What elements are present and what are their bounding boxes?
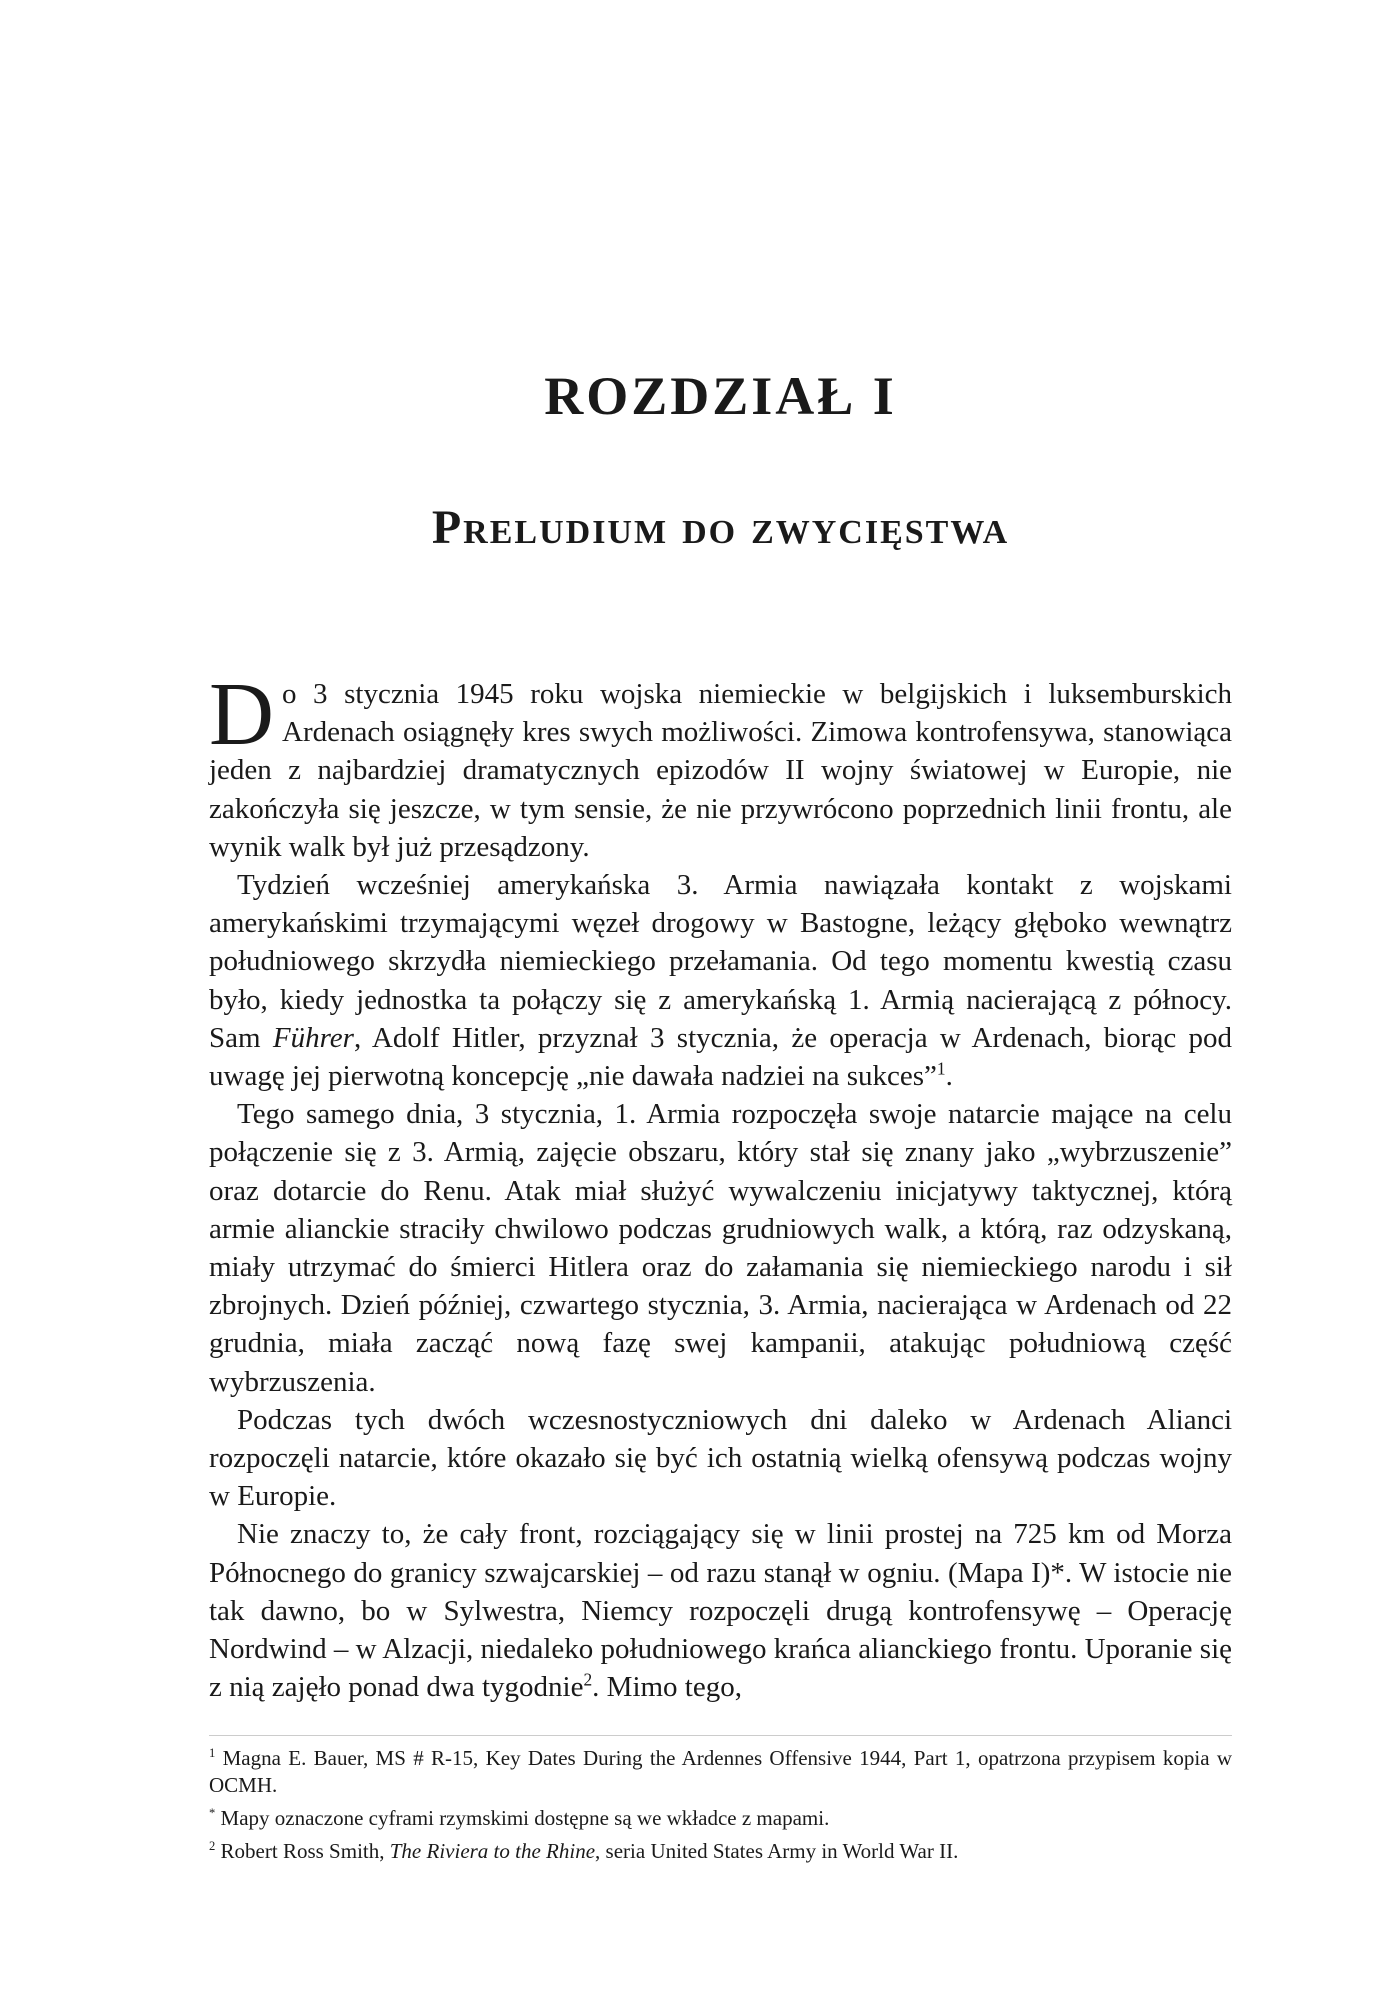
paragraph-2-text-middle: , Adolf Hitler, przyznał 3 stycznia, że operacja w Ardenach, biorąc pod uwagę jej pierwotną koncepcję „nie dawała nadziei na sukces” <box>209 1021 1233 1093</box>
paragraph-4: Podczas tych dwóch wczesnostyczniowych dni daleko w Ardenach Alianci rozpoczęli natarcie, które okazało się być ich ostatnią wielką ofensywą podczas wojny w Europie. <box>209 1403 1232 1513</box>
footnote-star-text: Mapy oznaczone cyframi rzymskimi dostępne są we wkładce z mapami. <box>220 1806 830 1830</box>
paragraph-2-italic: Führer <box>272 1021 354 1054</box>
paragraph-1-text: o 3 stycznia 1945 roku wojska niemieckie w belgijskich i luksemburskich Ardenach osiągnęły kres swych możliwości. Zimowa kontrofensywa, stanowiąca jeden z najbardziej dramatycznych epizodów II wojny światowej w Europie, nie zakończyła się jeszcze, w tym sensie, że nie przywrócono poprzednich linii frontu, ale wynik walk był już przesądzony. <box>209 678 1232 863</box>
body-text <box>209 665 1233 1706</box>
paragraph-5-text-start: Nie znaczy to, że cały front, rozciągający się w linii prostej na 725 km od Morza Północnego do granicy szwajcarskiej – od razu stanął w ogniu. (Mapa I)*. W istocie nie tak dawno, bo w Sylwestra, Niemcy rozpoczęli drugą kontrofensywę – Operację Nordwind – w Alzacji, niedaleko południowego krańca alianckiego frontu. Uporanie się z nią zajęło ponad dwa tygodnie <box>209 1518 1232 1704</box>
paragraph-5-text-end: . Mimo tego, <box>592 1671 742 1704</box>
footnote-1-mark: 1 <box>209 1746 216 1760</box>
footnote-ref-1[interactable]: 1 <box>936 1058 946 1079</box>
footnotes <box>209 1745 1232 1871</box>
footnote-2-italic: The Riviera to the Rhine <box>389 1839 596 1863</box>
footnote-ref-2[interactable]: 2 <box>583 1669 593 1690</box>
footnote-2-text-end: , seria United States Army in World War II. <box>595 1839 959 1863</box>
paragraph-1 <box>209 665 1232 866</box>
footnote-star <box>209 1805 1232 1832</box>
footnote-star-mark: * <box>209 1806 216 1820</box>
drop-cap: D <box>209 665 274 764</box>
paragraph-2 <box>209 866 1232 1095</box>
chapter-title: Preludium do zwycięstwa <box>431 501 1010 554</box>
footnote-2-mark: 2 <box>209 1839 216 1853</box>
footnote-divider <box>209 1735 1232 1736</box>
footnote-2-text-start: Robert Ross Smith, <box>220 1839 390 1863</box>
footnote-1-text: Magna E. Bauer, MS # R-15, Key Dates During the Ardennes Offensive 1944, Part 1, opatrzona przypisem kopia w OCMH. <box>209 1746 1232 1797</box>
book-page <box>209 0 1232 2012</box>
paragraph-2-text-end: . <box>945 1060 953 1093</box>
footnote-2 <box>209 1838 1232 1865</box>
paragraph-5 <box>209 1515 1232 1706</box>
chapter-number: ROZDZIAŁ I <box>544 366 897 426</box>
paragraph-2-text-start: Tydzień wcześniej amerykańska 3. Armia nawiązała kontakt z wojskami amerykańskimi trzymającymi węzeł drogowy w Bastogne, leżący głęboko wewnątrz południowego skrzydła niemieckiego przełamania. Od tego momentu kwestią czasu było, kiedy jednostka ta połączy się z amerykańską 1. Armią nacierającą z północy. Sam <box>209 869 1232 1054</box>
footnote-1 <box>209 1745 1232 1799</box>
paragraph-3: Tego samego dnia, 3 stycznia, 1. Armia rozpoczęła swoje natarcie mające na celu połączenie się z 3. Armią, zajęcie obszaru, który stał się znany jako „wybrzuszenie” oraz dotarcie do Renu. Atak miał służyć wywalczeniu inicjatywy taktycznej, którą armie alianckie straciły chwilowo podczas grudniowych walk, a którą, raz odzyskaną, miały utrzymać do śmierci Hitlera oraz do załamania się niemieckiego narodu i sił zbrojnych. Dzień później, czwartego stycznia, 3. Armia, nacierająca w Ardenach od 22 grudnia, miała zacząć nową fazę swej kampanii, atakując południową część wybrzuszenia. <box>209 1098 1232 1398</box>
